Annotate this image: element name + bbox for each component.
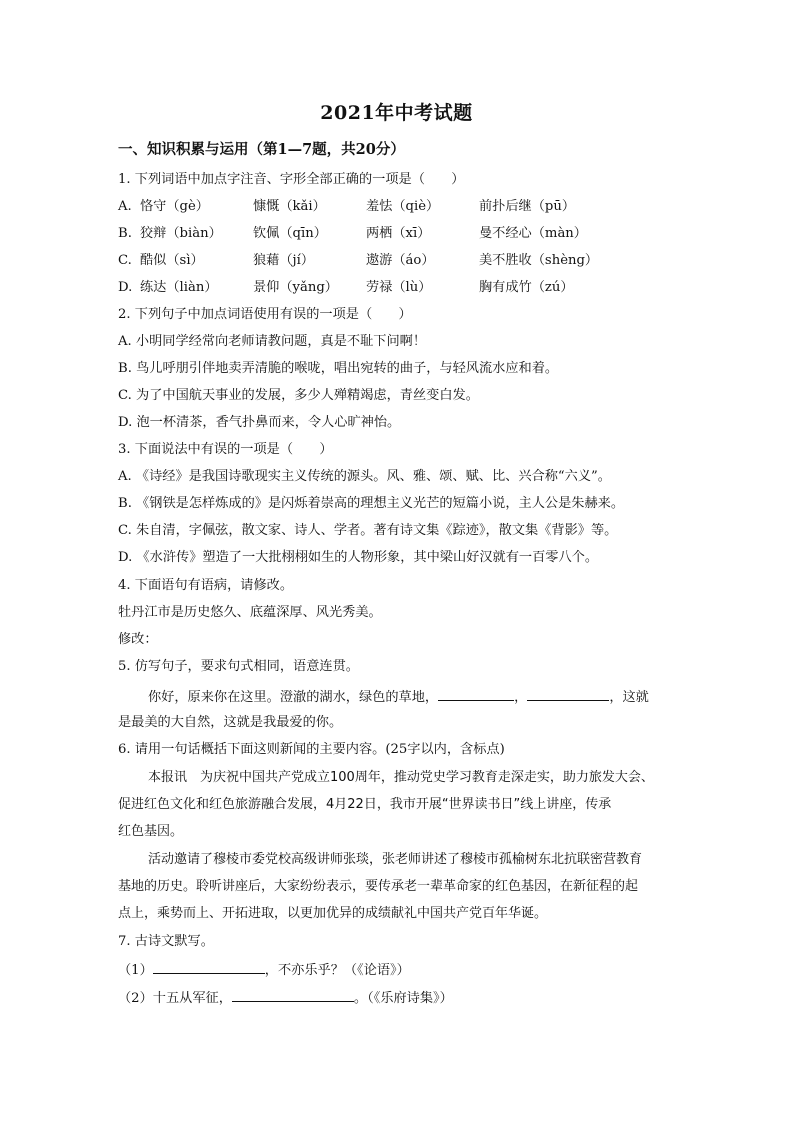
q1-option-a: [118, 197, 638, 217]
option-item: 狼藉（jí）: [253, 253, 315, 268]
option-label: A.: [118, 199, 132, 214]
q2-stem: 2. 下列句子中加点词语使用有误的一项是（ ）: [118, 307, 412, 322]
page-title: 2021年中考试题: [320, 102, 473, 124]
news-p1-line1: 本报讯 为庆祝中国共产党成立100周年，推动党史学习教育走深走实，助力旅发大会、: [148, 770, 654, 785]
q4-sentence: 牡丹江市是历史悠久、底蕴深厚、风光秀美。: [118, 605, 382, 620]
option-item: 胸有成竹（zú）: [479, 280, 574, 295]
q3-option-d: D. 《水浒传》塑造了一大批栩栩如生的人物形象，其中梁山好汉就有一百零八个。: [118, 550, 599, 565]
news-p2-line1: 活动邀请了穆棱市委党校高级讲师张琰，张老师讲述了穆棱市孤榆树东北抗联密营教育: [148, 852, 643, 867]
option-label: C.: [118, 253, 132, 268]
option-item: 遨游（áo）: [366, 253, 435, 268]
option-item: 前扑后继（pū）: [479, 199, 576, 214]
option-item: 练达（liàn）: [140, 280, 218, 295]
q7-item2-before: （2）十五从军征，: [118, 991, 232, 1006]
q3-stem: 3. 下面说法中有误的一项是（ ）: [118, 442, 333, 457]
news-p1-line2: 促进红色文化和红色旅游融合发展，4月22日，我市开展“世界读书日”线上讲座，传承: [118, 797, 612, 812]
q7-blank-2[interactable]: [232, 987, 354, 1002]
q2-option-a: A. 小明同学经常向老师请教问题，真是不耻下问啊！: [118, 334, 427, 349]
q5-text-a: 你好，原来你在这里。澄澈的湖水，绿色的草地，: [148, 690, 439, 705]
q3-option-a: A. 《诗经》是我国诗歌现实主义传统的源头。风、雅、颂、赋、比、兴合称“六义”。: [118, 469, 611, 484]
q3-option-c: C. 朱自清，字佩弦，散文家、诗人、学者。著有诗文集《踪迹》，散文集《背影》等。: [118, 523, 618, 538]
option-item: 两栖（xī）: [366, 226, 431, 241]
q5-blank-1[interactable]: [438, 686, 514, 701]
option-item: 景仰（yǎng）: [253, 280, 338, 295]
section-heading: 一、知识积累与运用（第1—7题，共20分）: [118, 141, 405, 158]
q2-option-c: C. 为了中国航天事业的发展，多少人殚精竭虑，青丝变白发。: [118, 388, 479, 403]
q7-blank-1[interactable]: [153, 959, 265, 974]
q7-item-1: [118, 959, 410, 981]
option-item: 钦佩（qīn）: [253, 226, 327, 241]
q2-option-d: D. 泡一杯清茶，香气扑鼻而来，令人心旷神怡。: [118, 415, 401, 430]
option-item: 美不胜收（shèng）: [479, 253, 599, 268]
q3-option-b: B. 《钢铁是怎样炼成的》是闪烁着崇高的理想主义光芒的短篇小说，主人公是朱赫来。: [118, 496, 625, 511]
q5-sentence-line2: 是最美的大自然，这就是我最爱的你。: [118, 715, 343, 730]
option-item: 曼不经心（màn）: [479, 226, 587, 241]
option-item: 酷似（sì）: [140, 253, 204, 268]
q1-option-d: [118, 278, 638, 298]
option-item: 狡辩（biàn）: [140, 226, 222, 241]
q2-option-b: B. 鸟儿呼朋引伴地卖弄清脆的喉咙，唱出宛转的曲子，与轻风流水应和着。: [118, 361, 559, 376]
q7-item2-after: 。（《乐府诗集》）: [353, 991, 453, 1006]
option-label: B.: [118, 226, 132, 241]
news-p2-line3: 点上，乘势而上、开拓进取，以更加优异的成绩献礼中国共产党百年华诞。: [118, 906, 548, 921]
q5-separator: ，: [514, 690, 528, 705]
q7-stem: 7. 古诗文默写。: [118, 934, 214, 949]
option-label: D.: [118, 280, 133, 295]
q1-stem: 1. 下列词语中加点字注音、字形全部正确的一项是（ ）: [118, 172, 465, 187]
q5-sentence-line1: [148, 686, 649, 708]
option-item: 羞怯（qiè）: [366, 199, 440, 214]
q1-option-c: [118, 251, 638, 271]
option-item: 劳禄（lù）: [366, 280, 432, 295]
q7-item1-after: ，不亦乐乎？（《论语》）: [264, 963, 410, 978]
option-item: 慷慨（kǎi）: [253, 199, 326, 214]
news-p1-line3: 红色基因。: [118, 824, 184, 839]
news-p2-line2: 基地的历史。聆听讲座后，大家纷纷表示，要传承老一辈革命家的红色基因，在新征程的起: [118, 879, 639, 894]
q5-text-end: ，这就: [609, 690, 649, 705]
q4-answer-label: 修改：: [118, 632, 158, 647]
q7-item-2: [118, 987, 453, 1009]
option-item: 恪守（gè）: [140, 199, 209, 214]
q6-stem: 6. 请用一句话概括下面这则新闻的主要内容。(25字以内，含标点): [118, 742, 505, 757]
q5-stem: 5. 仿写句子，要求句式相同，语意连贯。: [118, 659, 359, 674]
q5-blank-2[interactable]: [527, 686, 609, 701]
q4-stem: 4. 下面语句有语病，请修改。: [118, 578, 294, 593]
q7-item1-num: （1）: [118, 963, 153, 978]
q1-option-b: [118, 224, 638, 244]
